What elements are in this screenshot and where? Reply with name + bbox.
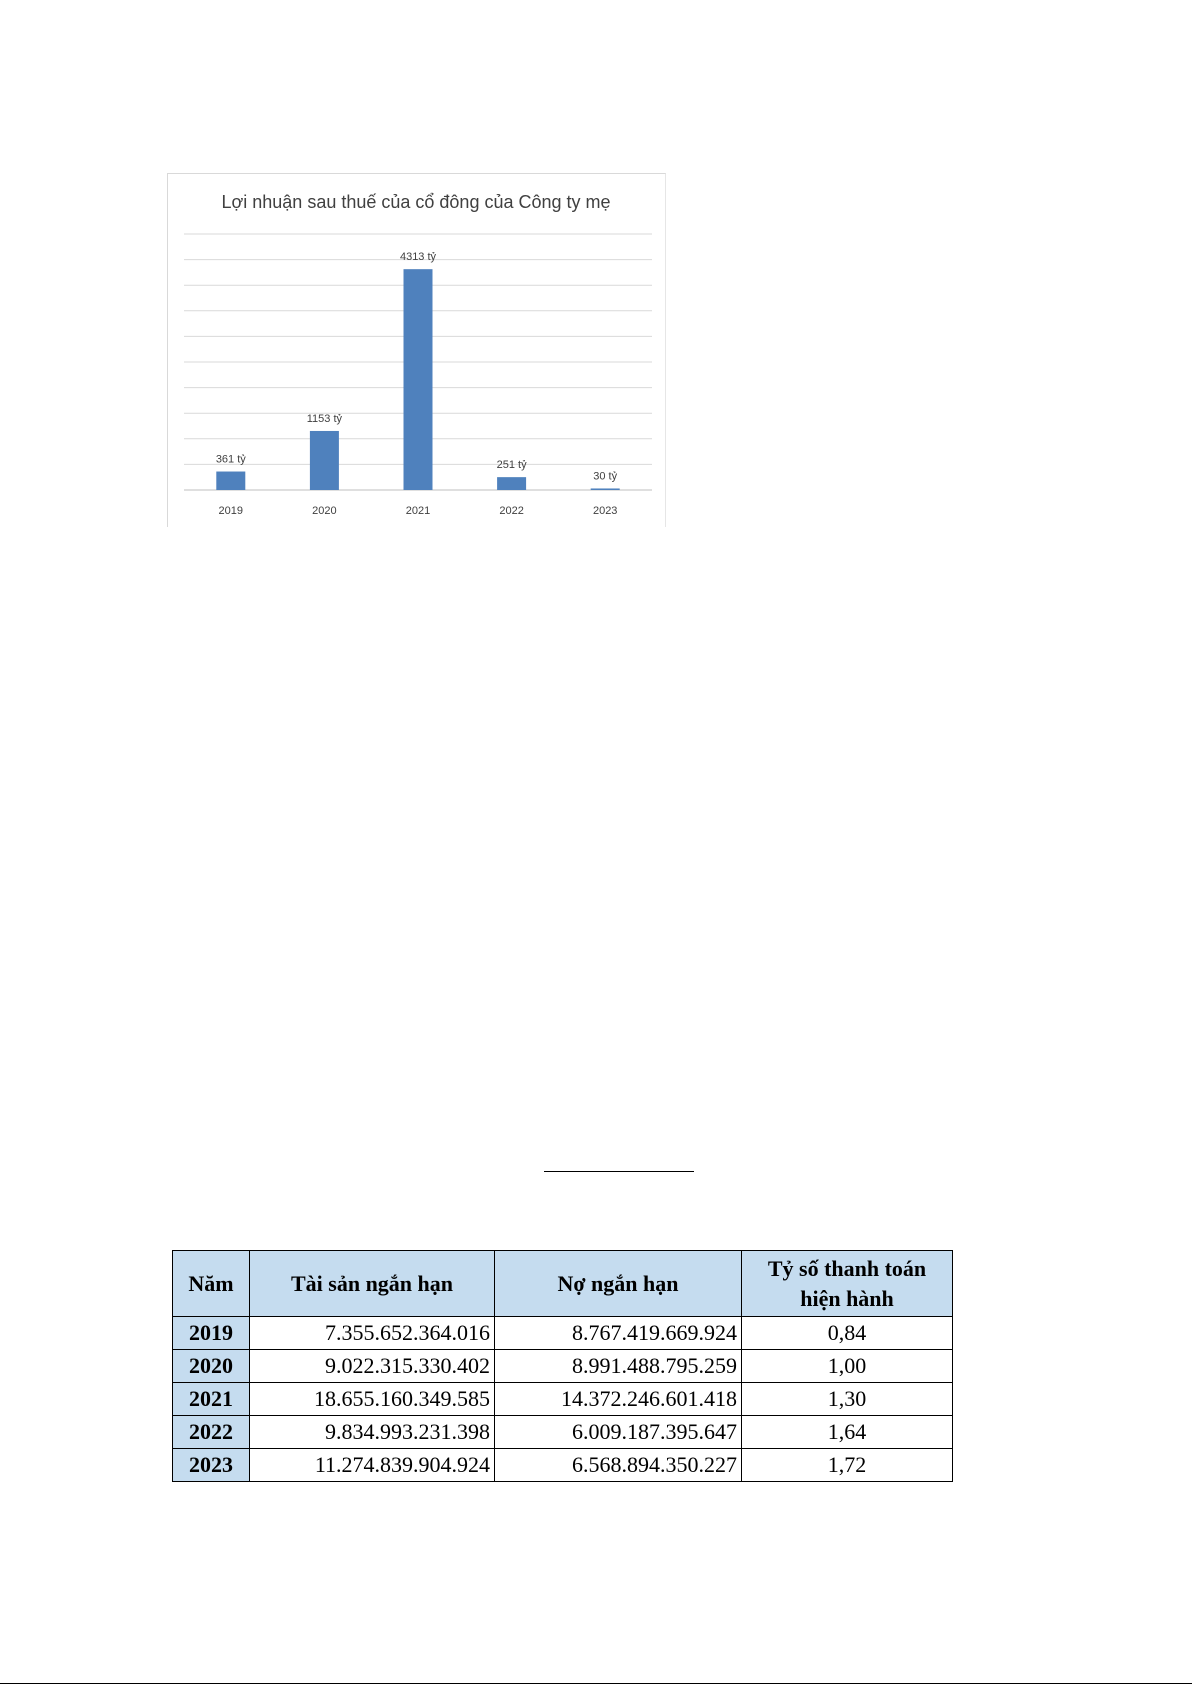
row-ratio: 0,84	[742, 1317, 953, 1350]
row-year: 2023	[173, 1449, 250, 1482]
row-debt: 8.767.419.669.924	[495, 1317, 742, 1350]
x-tick-2019: 2019	[218, 505, 244, 517]
row-year: 2019	[173, 1317, 250, 1350]
data-label-2019: 361 tỷ	[215, 453, 246, 466]
data-label-2020: 1153 tỷ	[306, 412, 343, 425]
row-assets: 9.834.993.231.398	[250, 1416, 495, 1449]
data-label-2021: 4313 tỷ	[399, 251, 437, 264]
table-row	[173, 1449, 953, 1482]
header-current-assets: Tài sản ngắn hạn	[250, 1251, 495, 1317]
row-debt: 14.372.246.601.418	[495, 1383, 742, 1416]
row-assets: 9.022.315.330.402	[250, 1350, 495, 1383]
row-assets: 18.655.160.349.585	[250, 1383, 495, 1416]
profit-chart-svg	[168, 174, 665, 527]
row-debt: 6.009.187.395.647	[495, 1416, 742, 1449]
table-row	[173, 1383, 953, 1416]
separator-line	[544, 1171, 694, 1172]
bar-2022	[497, 477, 526, 490]
table-row	[173, 1350, 953, 1383]
row-ratio: 1,64	[742, 1416, 953, 1449]
page-bottom-rule	[0, 1683, 1192, 1684]
x-tick-2020: 2020	[312, 505, 337, 517]
table-row	[173, 1317, 953, 1350]
row-assets: 11.274.839.904.924	[250, 1449, 495, 1482]
row-ratio: 1,30	[742, 1383, 953, 1416]
profit-chart	[167, 173, 666, 527]
row-debt: 6.568.894.350.227	[495, 1449, 742, 1482]
chart-title: Lợi nhuận sau thuế của cổ đông của Công ty mẹ	[221, 192, 611, 212]
x-tick-2023: 2023	[592, 505, 618, 517]
bar-2019	[216, 472, 245, 490]
chart-bars	[216, 269, 619, 490]
x-tick-2022: 2022	[499, 505, 524, 517]
row-ratio: 1,72	[742, 1449, 953, 1482]
row-year: 2022	[173, 1416, 250, 1449]
data-label-2022: 251 tỷ	[496, 459, 527, 472]
x-tick-2021: 2021	[405, 505, 431, 517]
header-current-ratio	[742, 1251, 953, 1317]
bar-2023	[591, 488, 620, 490]
chart-x-ticks	[219, 505, 618, 517]
row-assets: 7.355.652.364.016	[250, 1317, 495, 1350]
row-year: 2020	[173, 1350, 250, 1383]
header-current-ratio-text: Tỷ số thanh toán hiện hành	[767, 1255, 927, 1311]
bar-2020	[310, 431, 339, 490]
row-year: 2021	[173, 1383, 250, 1416]
data-label-2023: 30 tỷ	[593, 470, 618, 483]
row-ratio: 1,00	[742, 1350, 953, 1383]
row-debt: 8.991.488.795.259	[495, 1350, 742, 1383]
table-header-row	[173, 1251, 953, 1317]
header-year: Năm	[173, 1251, 250, 1317]
header-current-liabilities: Nợ ngắn hạn	[495, 1251, 742, 1317]
bar-2021	[404, 269, 433, 490]
table-row	[173, 1416, 953, 1449]
liquidity-table	[172, 1250, 953, 1482]
